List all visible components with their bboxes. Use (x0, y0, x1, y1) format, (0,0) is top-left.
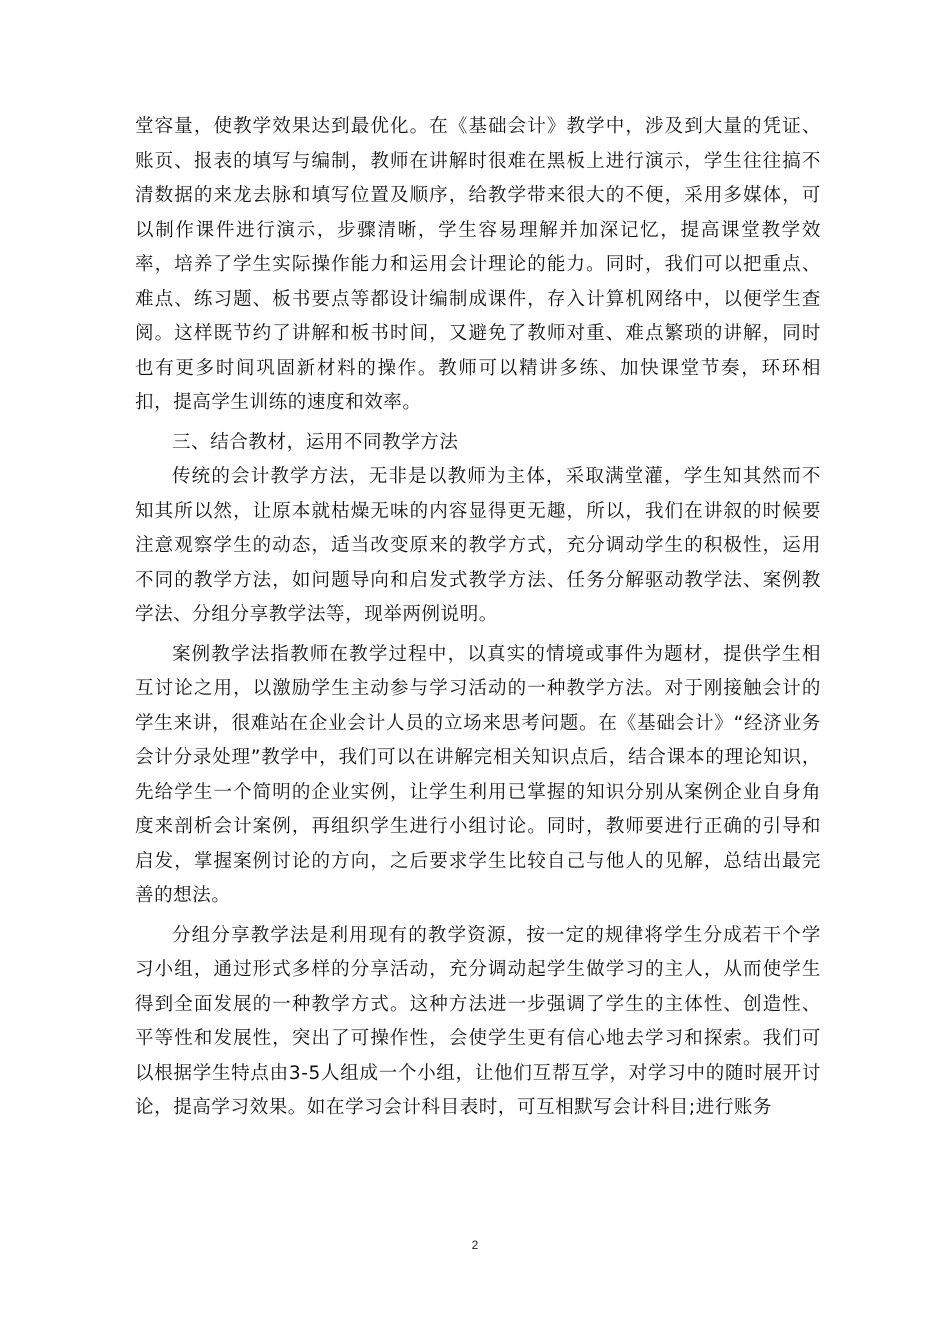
paragraph-continued: 堂容量，使教学效果达到最优化。在《基础会计》教学中，涉及到大量的凭证、账页、报表的填写与编制，教师在讲解时很难在黑板上进行演示，学生往往搞不清数据的来龙去脉和填写位置及顺序，给教学带来很大的不便，采用多媒体，可以制作课件进行演示，步骤清晰，学生容易理解并加深记忆，提高课堂教学效率，培养了学生实际操作能力和运用会计理论的能力。同时，我们可以把重点、难点、练习题、板书要点等都设计编制成课件，存入计算机网络中，以便学生查阅。这样既节约了讲解和板书时间，又避免了教师对重、难点繁琐的讲解，同时也有更多时间巩固新材料的操作。教师可以精讲多练、加快课堂节奏，环环相扣，提高学生训练的速度和效率。 (135, 116, 821, 413)
paragraph-group-sharing: 分组分享教学法是利用现有的教学资源，按一定的规律将学生分成若干个学习小组，通过形式多样的分享活动，充分调动起学生做学习的主人，从而使学生得到全面发展的一种教学方式。这种方法进一步强调了学生的主体性、创造性、平等性和发展性，突出了可操作性，会使学生更有信心地去学习和探索。我们可以根据学生特点由3-5人组成一个小组，让他们互帮互学，对学习中的随时展开讨论，提高学习效果。如在学习会计科目表时，可互相默写会计科目;进行账务 (135, 924, 821, 1118)
page-number: 2 (471, 1238, 479, 1252)
section-heading: 三、结合教材，运用不同教学方法 (172, 431, 459, 453)
paragraph-traditional-methods: 传统的会计教学方法，无非是以教师为主体，采取满堂灌，学生知其然而不知其所以然，让原本就枯燥无味的内容显得更无趣，所以，我们在讲叙的时候要注意观察学生的动态，适当改变原来的教学方式，充分调动学生的积极性，运用不同的教学方法，如问题导向和启发式教学方法、任务分解驱动教学法、案例教学法、分组分享教学法等，现举两例说明。 (135, 466, 821, 625)
document-body (135, 110, 821, 1126)
paragraph-case-teaching: 案例教学法指教师在教学过程中，以真实的情境或事件为题材，提供学生相互讨论之用，以激励学生主动参与学习活动的一种教学方法。对于刚接触会计的学生来讲，很难站在企业会计人员的立场来思考问题。在《基础会计》“经济业务会计分录处理”教学中，我们可以在讲解完相关知识点后，结合课本的理论知识，先给学生一个简明的企业实例，让学生利用已掌握的知识分别从案例企业自身角度来剖析会计案例，再组织学生进行小组讨论。同时，教师要进行正确的引导和启发，掌握案例讨论的方向，之后要求学生比较自己与他人的见解，总结出最完善的想法。 (135, 643, 821, 906)
